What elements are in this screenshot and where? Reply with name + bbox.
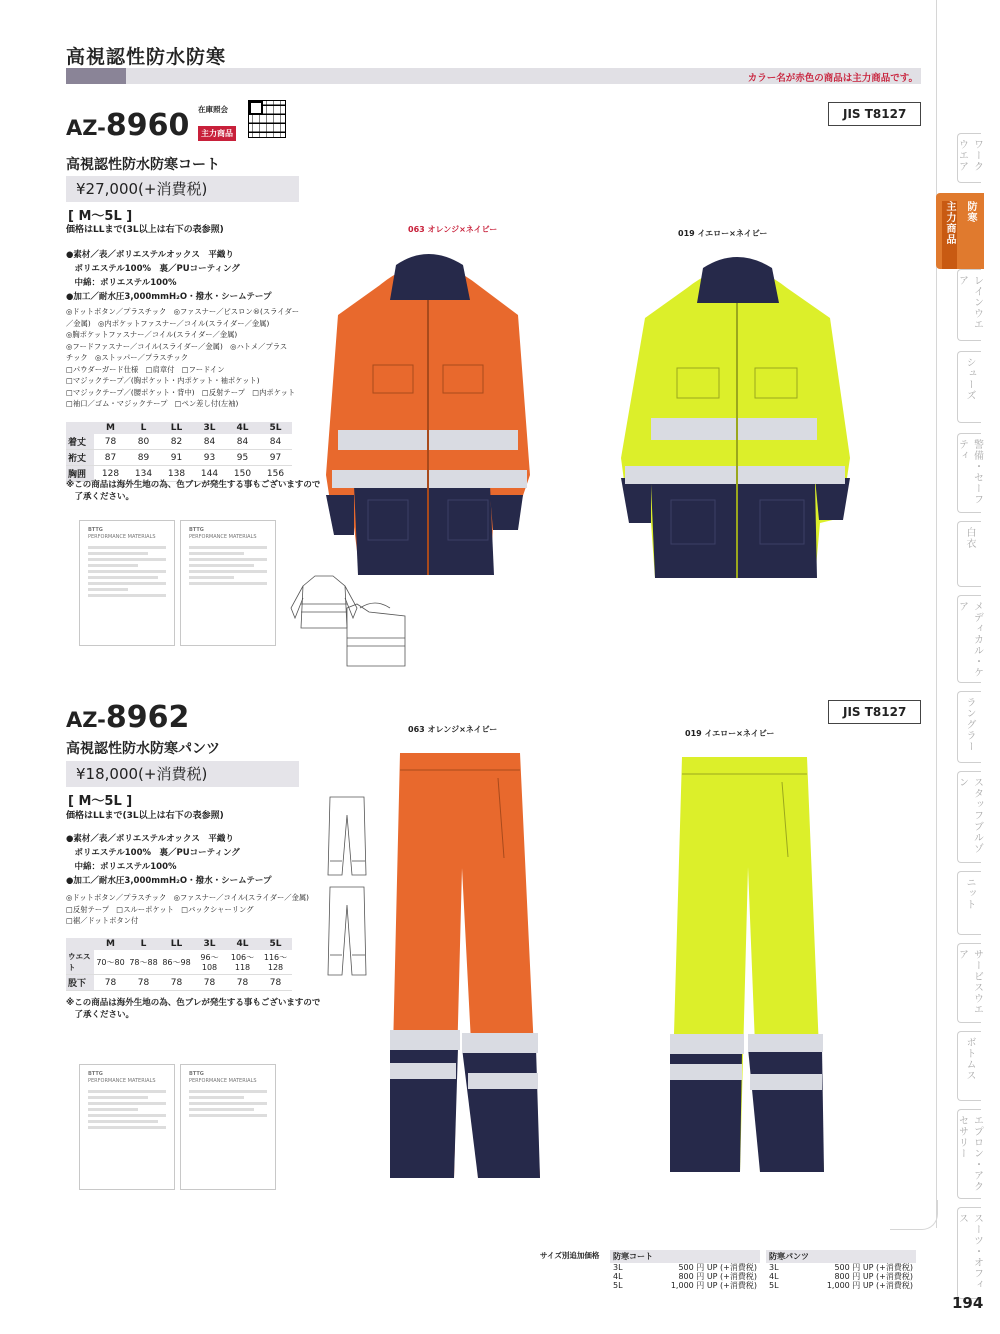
row-label: 股下 <box>66 975 94 991</box>
size-header: LL <box>160 422 193 434</box>
product1-price: ¥27,000(+消費税) <box>66 176 299 202</box>
spec-line: ポリエステル100% 裏／PUコーティング <box>66 264 240 274</box>
table-cell: 128 <box>94 466 127 482</box>
table-cell: 95 <box>226 450 259 466</box>
spec-line: ●素材／表／ポリエステルオックス 平織り <box>66 834 234 844</box>
spec-line: ●素材／表／ポリエステルオックス 平織り <box>66 250 234 260</box>
spec-detail-line: □マジックテープ／(腰ポケット・背中) □反射テープ □内ポケット <box>66 387 296 397</box>
spec-detail-line: ◎フードファスナー／コイル(スライダー／金属) ◎ハトメ／プラス <box>66 341 288 351</box>
table-row: 5L 1,000 円 UP (+消費税) <box>613 1281 757 1290</box>
tab-active-label-left: 主力商品 <box>942 201 957 269</box>
product1-size-table <box>66 422 292 482</box>
tab-category-label: 警備・セーフティ <box>956 439 983 505</box>
table-cell: 138 <box>160 466 193 482</box>
table-cell: 84 <box>226 434 259 450</box>
tab-category[interactable] <box>957 771 981 863</box>
size-header: 3L <box>193 938 226 950</box>
product2-model-number: 8962 <box>105 700 190 735</box>
page-number: 194 <box>952 1294 984 1312</box>
tab-category[interactable] <box>957 943 981 1023</box>
table-row <box>66 975 292 991</box>
spec-detail-line: ／金属) ◎内ポケットファスナー／コイル(スライダー／金属) <box>66 318 270 328</box>
pants-orange-image <box>380 748 540 1188</box>
table-cell: 89 <box>127 450 160 466</box>
tab-rail <box>933 0 937 1228</box>
table-row <box>66 950 292 975</box>
table-cell: 82 <box>160 434 193 450</box>
table-row <box>66 434 292 450</box>
tab-category-label: ワークウエア <box>956 139 983 172</box>
spec-line: 中綿：ポリエステル100% <box>66 862 177 872</box>
size-header: LL <box>160 938 193 950</box>
tab-category-label: サービスウエア <box>956 949 983 1015</box>
certificate-heading: BTTG PERFORMANCE MATERIALS <box>189 527 257 540</box>
spec-detail-line: ◎胸ポケットファスナー／コイル(スライダー／金属) <box>66 330 238 339</box>
spec-line: ポリエステル100% 裏／PUコーティング <box>66 848 240 858</box>
surcharge-coat-header: 防寒コート <box>610 1250 760 1263</box>
pants-yellow-image <box>662 752 832 1182</box>
surcharge-pants <box>766 1250 916 1290</box>
tab-category[interactable] <box>957 1207 981 1299</box>
table-row: 3L 500 円 UP (+消費税) <box>769 1263 913 1272</box>
certificate-heading: BTTG PERFORMANCE MATERIALS <box>88 1071 156 1084</box>
product1-spec-list <box>66 248 326 304</box>
certificate-heading: BTTG PERFORMANCE MATERIALS <box>88 527 156 540</box>
tab-category[interactable] <box>957 1109 981 1199</box>
product2-price-note: 価格はLLまで(3L以上は右下の表参照) <box>66 811 224 821</box>
table-cell: 70〜80 <box>94 950 127 975</box>
product2-model <box>66 700 189 735</box>
page-title: 高視認性防水防寒 <box>66 46 227 68</box>
table-cell: 91 <box>160 450 193 466</box>
tab-rail-curve <box>890 1200 938 1230</box>
product1-model <box>66 108 189 143</box>
product1-model-number: 8960 <box>105 108 190 143</box>
tab-category[interactable] <box>957 1031 981 1101</box>
surcharge-pants-header: 防寒パンツ <box>766 1250 916 1263</box>
product2-spec-detail <box>66 892 311 927</box>
table-cell: 156 <box>259 466 292 482</box>
table-cell: 134 <box>127 466 160 482</box>
table-cell: 97 <box>259 450 292 466</box>
size-header: M <box>94 422 127 434</box>
product1-qr-code[interactable] <box>248 100 286 138</box>
table-row: 5L 1,000 円 UP (+消費税) <box>769 1281 913 1290</box>
tab-category-label: 白衣 <box>964 527 975 549</box>
size-header: 4L <box>226 422 259 434</box>
tab-category[interactable] <box>957 351 981 423</box>
table-cell: 84 <box>193 434 226 450</box>
product2-size-table <box>66 938 292 991</box>
table-cell: 78 <box>259 975 292 991</box>
size-header: 4L <box>226 938 259 950</box>
table-cell: 84 <box>259 434 292 450</box>
product2-spec-list <box>66 832 326 888</box>
size-header: 5L <box>259 938 292 950</box>
test-certificate-4 <box>180 1064 276 1190</box>
table-cell: 144 <box>193 466 226 482</box>
size-header: L <box>127 938 160 950</box>
test-certificate-1 <box>79 520 175 646</box>
tab-category[interactable] <box>957 269 981 341</box>
tab-category[interactable] <box>957 871 981 935</box>
pants-technical-drawing <box>322 795 372 980</box>
table-row: 3L 500 円 UP (+消費税) <box>613 1263 757 1272</box>
product2-size-range: [ M～5L ] <box>68 794 133 809</box>
table-cell: 78 <box>160 975 193 991</box>
product2-model-prefix: AZ- <box>66 708 106 732</box>
spec-line: 中綿：ポリエステル100% <box>66 278 177 288</box>
tab-active-boukan[interactable] <box>936 193 984 269</box>
table-cell: 78 <box>94 434 127 450</box>
surcharge-coat <box>610 1250 760 1290</box>
product1-disclaimer: ※この商品は海外生地の為、色ブレが発生する事もございますので <box>66 480 321 490</box>
tab-category[interactable] <box>957 691 981 763</box>
row-label: ウエスト <box>66 950 94 975</box>
table-cell: 78 <box>94 975 127 991</box>
test-certificate-2 <box>180 520 276 646</box>
table-row: 4L 800 円 UP (+消費税) <box>769 1272 913 1281</box>
tab-category[interactable] <box>957 433 981 513</box>
product1-color2-caption: 019 イエロー×ネイビー <box>678 229 768 238</box>
product1-main-badge: 主力商品 <box>198 126 236 141</box>
tab-category-label: メディカル・ケア <box>956 601 983 678</box>
spec-detail-line: □裾／ドットボタン付 <box>66 916 139 925</box>
table-cell: 116〜128 <box>259 950 292 975</box>
table-cell: 106〜118 <box>226 950 259 975</box>
spec-detail-line: ◎ドットボタン／プラスチック ◎ファスナー／コイル(スライダー／金属) <box>66 893 310 902</box>
tab-category[interactable] <box>957 595 981 683</box>
product2-color2-caption: 019 イエロー×ネイビー <box>685 729 775 738</box>
size-table-header-row <box>66 938 292 950</box>
product1-zaiko-label: 在庫照会 <box>198 105 228 114</box>
spec-line: ●加工／耐水圧3,000mmH₂O・撥水・シームテープ <box>66 292 272 302</box>
tab-category[interactable] <box>957 521 981 587</box>
table-cell: 78〜88 <box>127 950 160 975</box>
table-row: 4L 800 円 UP (+消費税) <box>613 1272 757 1281</box>
product1-name: 高視認性防水防寒コート <box>66 157 220 173</box>
product2-color1-caption: 063 オレンジ×ネイビー <box>408 725 498 734</box>
product1-model-prefix: AZ- <box>66 116 106 140</box>
size-header: 3L <box>193 422 226 434</box>
tab-category-label: スタッフブルゾン <box>956 777 983 854</box>
spec-detail-line: □パウダーガード仕様 □肩章付 □フードイン <box>66 364 225 374</box>
tab-category-label: ニット <box>964 877 975 910</box>
size-header: L <box>127 422 160 434</box>
product1-price-note: 価格はLLまで(3L以上は右下の表参照) <box>66 225 224 235</box>
tab-category-label: シューズ <box>964 357 975 401</box>
row-label: 着丈 <box>66 434 94 450</box>
table-cell: 96〜108 <box>193 950 226 975</box>
row-label: 裄丈 <box>66 450 94 466</box>
row-label: 胸囲 <box>66 466 94 482</box>
spec-detail-line: □袖口／ゴム・マジックテープ □ペン差し付(左袖) <box>66 399 239 408</box>
table-cell: 150 <box>226 466 259 482</box>
table-cell: 78 <box>127 975 160 991</box>
tab-active-label-right: 防寒 <box>965 201 976 223</box>
table-cell: 78 <box>193 975 226 991</box>
size-header: 5L <box>259 422 292 434</box>
spec-detail-line: ◎ドットボタン／プラスチック ◎ファスナー／ビスロン®(スライダー <box>66 307 300 316</box>
product1-color1-caption: 063 オレンジ×ネイビー <box>408 225 498 234</box>
product2-jis-label: JIS T8127 <box>828 700 921 724</box>
product1-jis-label: JIS T8127 <box>828 102 921 126</box>
product2-name: 高視認性防水防寒パンツ <box>66 741 220 757</box>
tab-category-label: スーツ・オフィス <box>956 1213 983 1290</box>
tab-category[interactable] <box>957 133 981 183</box>
product1-size-range: [ M～5L ] <box>68 209 133 224</box>
table-cell: 86〜98 <box>160 950 193 975</box>
jacket-yellow-image <box>615 248 875 588</box>
spec-detail-line: □反射テープ □スルーポケット □バックシャーリング <box>66 904 254 914</box>
table-cell: 78 <box>226 975 259 991</box>
size-header: M <box>94 938 127 950</box>
tab-category-label: レインウエア <box>956 275 983 330</box>
product1-disclaimer-2: 了承ください。 <box>66 492 135 502</box>
tab-category-label: ラングラー <box>964 697 975 752</box>
table-cell: 80 <box>127 434 160 450</box>
product1-spec-detail <box>66 306 311 410</box>
size-table-header-row <box>66 422 292 434</box>
tab-category-label: エプロン・アクセサリー <box>956 1115 983 1192</box>
table-cell: 93 <box>193 450 226 466</box>
tab-category-label: ボトムス <box>964 1037 975 1081</box>
product2-price: ¥18,000(+消費税) <box>66 761 299 787</box>
spec-line: ●加工／耐水圧3,000mmH₂O・撥水・シームテープ <box>66 876 272 886</box>
product2-disclaimer-2: 了承ください。 <box>66 1010 135 1020</box>
test-certificate-3 <box>79 1064 175 1190</box>
certificate-heading: BTTG PERFORMANCE MATERIALS <box>189 1071 257 1084</box>
spec-detail-line: チック ◎ストッパー／プラスチック <box>66 353 189 362</box>
main-product-notice: カラー名が赤色の商品は主力商品です。 <box>747 73 918 84</box>
product2-disclaimer: ※この商品は海外生地の為、色ブレが発生する事もございますので <box>66 998 321 1008</box>
table-row <box>66 450 292 466</box>
header-accent-block <box>66 68 126 84</box>
jacket-orange-image <box>318 245 538 585</box>
spec-detail-line: □マジックテープ／(胸ポケット・内ポケット・袖ポケット) <box>66 376 260 385</box>
table-cell: 87 <box>94 450 127 466</box>
surcharge-title: サイズ別追加価格 <box>540 1251 600 1260</box>
